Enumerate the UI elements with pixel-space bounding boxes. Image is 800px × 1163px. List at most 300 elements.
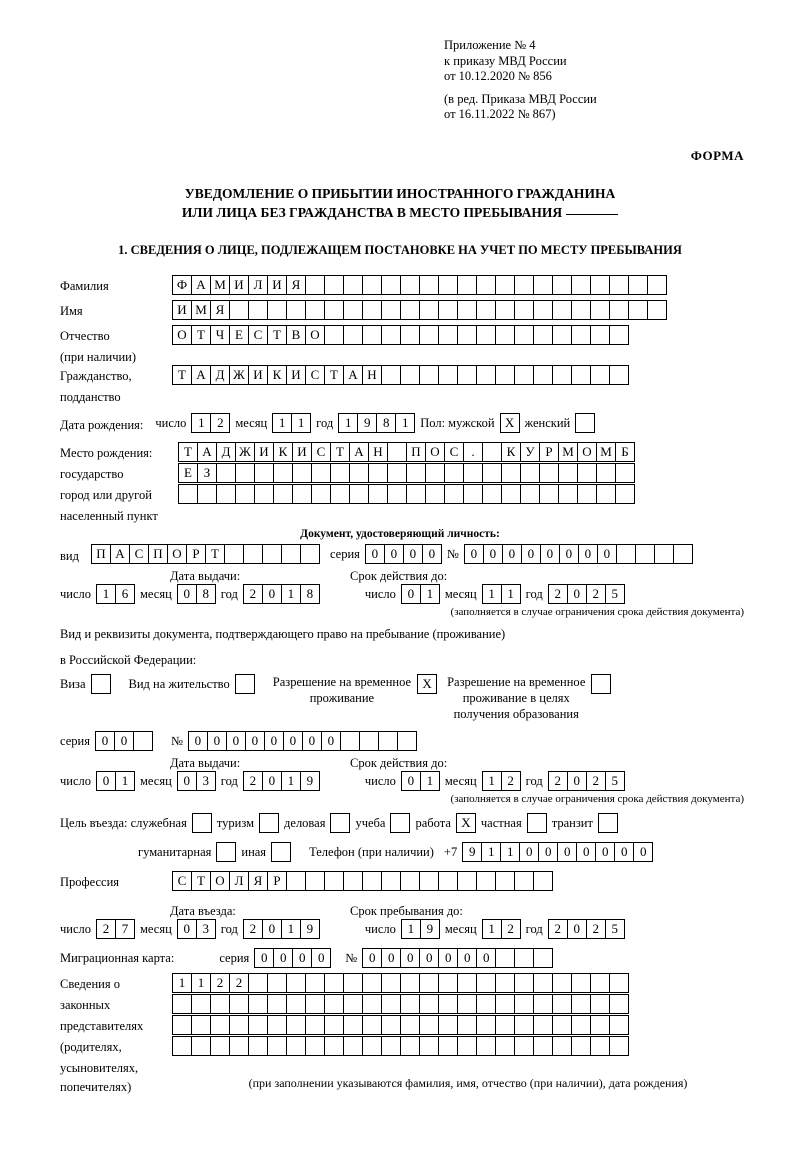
char-cell[interactable]	[533, 948, 553, 968]
char-cell[interactable]	[343, 275, 363, 295]
char-cell[interactable]	[267, 1036, 287, 1056]
char-cell[interactable]: 0	[95, 731, 115, 751]
char-cell[interactable]	[476, 1036, 496, 1056]
char-cell[interactable]	[514, 871, 534, 891]
char-cell[interactable]: 0	[476, 948, 496, 968]
char-cell[interactable]: 0	[114, 731, 134, 751]
char-cell[interactable]	[286, 1015, 306, 1035]
char-cell[interactable]: 0	[226, 731, 246, 751]
char-cell[interactable]	[609, 300, 629, 320]
char-cell[interactable]: П	[148, 544, 168, 564]
char-cell[interactable]: 1	[191, 973, 211, 993]
char-cell[interactable]	[495, 365, 515, 385]
char-cell[interactable]	[330, 484, 350, 504]
char-cell[interactable]	[539, 463, 559, 483]
char-cell[interactable]	[362, 275, 382, 295]
birthplace-line-3[interactable]	[178, 484, 635, 504]
char-cell[interactable]: З	[197, 463, 217, 483]
entry-year-input[interactable]	[243, 919, 320, 939]
char-cell[interactable]: 2	[548, 919, 568, 939]
char-cell[interactable]: Л	[229, 871, 249, 891]
char-cell[interactable]: К	[267, 365, 287, 385]
valid-month-input[interactable]	[482, 584, 521, 604]
char-cell[interactable]	[463, 484, 483, 504]
char-cell[interactable]: 0	[262, 919, 282, 939]
purpose-study-checkbox[interactable]	[390, 813, 410, 833]
char-cell[interactable]	[514, 325, 534, 345]
char-cell[interactable]: 0	[597, 544, 617, 564]
char-cell[interactable]: 1	[481, 842, 501, 862]
char-cell[interactable]	[609, 1015, 629, 1035]
char-cell[interactable]: 9	[300, 771, 320, 791]
char-cell[interactable]: 0	[567, 584, 587, 604]
char-cell[interactable]: А	[197, 442, 217, 462]
char-cell[interactable]: 0	[96, 771, 116, 791]
char-cell[interactable]	[216, 484, 236, 504]
char-cell[interactable]	[520, 484, 540, 504]
char-cell[interactable]: 0	[567, 771, 587, 791]
char-cell[interactable]	[216, 463, 236, 483]
char-cell[interactable]	[514, 300, 534, 320]
char-cell[interactable]	[590, 1015, 610, 1035]
stay-issue-year-input[interactable]	[243, 771, 320, 791]
char-cell[interactable]	[495, 994, 515, 1014]
char-cell[interactable]: 0	[419, 948, 439, 968]
char-cell[interactable]	[444, 463, 464, 483]
char-cell[interactable]: 3	[196, 919, 216, 939]
char-cell[interactable]: 0	[578, 544, 598, 564]
char-cell[interactable]	[311, 463, 331, 483]
char-cell[interactable]	[495, 871, 515, 891]
char-cell[interactable]	[273, 484, 293, 504]
char-cell[interactable]	[305, 871, 325, 891]
char-cell[interactable]	[305, 1036, 325, 1056]
char-cell[interactable]	[590, 994, 610, 1014]
stay-until-month-input[interactable]	[482, 919, 521, 939]
char-cell[interactable]	[349, 463, 369, 483]
char-cell[interactable]	[616, 544, 636, 564]
char-cell[interactable]: 2	[210, 413, 230, 433]
char-cell[interactable]	[533, 994, 553, 1014]
char-cell[interactable]: 2	[243, 584, 263, 604]
char-cell[interactable]: 2	[586, 919, 606, 939]
char-cell[interactable]	[349, 484, 369, 504]
char-cell[interactable]: И	[286, 365, 306, 385]
char-cell[interactable]	[495, 1036, 515, 1056]
purpose-tourism-checkbox[interactable]	[259, 813, 279, 833]
char-cell[interactable]: Ж	[235, 442, 255, 462]
char-cell[interactable]: В	[286, 325, 306, 345]
legal-reps-row-2[interactable]	[172, 994, 629, 1014]
char-cell[interactable]	[172, 994, 192, 1014]
sex-male-checkbox[interactable]: X	[500, 413, 520, 433]
char-cell[interactable]: С	[129, 544, 149, 564]
char-cell[interactable]: 8	[300, 584, 320, 604]
char-cell[interactable]: Р	[539, 442, 559, 462]
char-cell[interactable]	[495, 948, 515, 968]
char-cell[interactable]: .	[463, 442, 483, 462]
char-cell[interactable]: М	[558, 442, 578, 462]
char-cell[interactable]: И	[292, 442, 312, 462]
purpose-other-checkbox[interactable]	[271, 842, 291, 862]
char-cell[interactable]	[647, 275, 667, 295]
char-cell[interactable]	[267, 994, 287, 1014]
char-cell[interactable]	[229, 300, 249, 320]
char-cell[interactable]: Я	[248, 871, 268, 891]
char-cell[interactable]	[552, 994, 572, 1014]
char-cell[interactable]	[400, 973, 420, 993]
char-cell[interactable]: Т	[191, 871, 211, 891]
char-cell[interactable]	[457, 871, 477, 891]
char-cell[interactable]	[286, 1036, 306, 1056]
char-cell[interactable]	[397, 731, 417, 751]
char-cell[interactable]	[324, 1015, 344, 1035]
char-cell[interactable]: 5	[605, 919, 625, 939]
char-cell[interactable]: О	[172, 325, 192, 345]
char-cell[interactable]	[311, 484, 331, 504]
char-cell[interactable]	[254, 463, 274, 483]
char-cell[interactable]	[419, 365, 439, 385]
char-cell[interactable]	[292, 484, 312, 504]
char-cell[interactable]: 0	[177, 919, 197, 939]
char-cell[interactable]: 1	[401, 919, 421, 939]
char-cell[interactable]: А	[110, 544, 130, 564]
char-cell[interactable]: 2	[243, 919, 263, 939]
purpose-transit-checkbox[interactable]	[598, 813, 618, 833]
char-cell[interactable]	[172, 1015, 192, 1035]
phone-input[interactable]	[462, 842, 653, 862]
char-cell[interactable]	[558, 463, 578, 483]
purpose-private-checkbox[interactable]	[527, 813, 547, 833]
char-cell[interactable]	[495, 325, 515, 345]
char-cell[interactable]: 1	[191, 413, 211, 433]
char-cell[interactable]: 1	[482, 919, 502, 939]
purpose-business-checkbox[interactable]	[330, 813, 350, 833]
issue-month-input[interactable]	[177, 584, 216, 604]
char-cell[interactable]: Т	[172, 365, 192, 385]
char-cell[interactable]: Т	[178, 442, 198, 462]
char-cell[interactable]	[628, 275, 648, 295]
residence-permit-checkbox[interactable]	[235, 674, 255, 694]
char-cell[interactable]: 0	[457, 948, 477, 968]
char-cell[interactable]: А	[191, 275, 211, 295]
char-cell[interactable]: 0	[502, 544, 522, 564]
char-cell[interactable]	[343, 325, 363, 345]
char-cell[interactable]: 0	[302, 731, 322, 751]
stay-issue-month-input[interactable]	[177, 771, 216, 791]
char-cell[interactable]	[533, 300, 553, 320]
char-cell[interactable]	[571, 365, 591, 385]
char-cell[interactable]: О	[210, 871, 230, 891]
char-cell[interactable]: 0	[262, 771, 282, 791]
char-cell[interactable]: 1	[272, 413, 292, 433]
char-cell[interactable]: М	[191, 300, 211, 320]
char-cell[interactable]: Р	[267, 871, 287, 891]
char-cell[interactable]	[419, 275, 439, 295]
char-cell[interactable]: 2	[548, 584, 568, 604]
char-cell[interactable]: Т	[330, 442, 350, 462]
char-cell[interactable]	[438, 300, 458, 320]
char-cell[interactable]	[482, 484, 502, 504]
char-cell[interactable]	[425, 484, 445, 504]
legal-reps-row-1[interactable]	[172, 973, 629, 993]
char-cell[interactable]: Р	[186, 544, 206, 564]
char-cell[interactable]: 0	[400, 948, 420, 968]
char-cell[interactable]: О	[425, 442, 445, 462]
char-cell[interactable]: 0	[559, 544, 579, 564]
issue-year-input[interactable]	[243, 584, 320, 604]
char-cell[interactable]	[476, 973, 496, 993]
char-cell[interactable]	[438, 275, 458, 295]
char-cell[interactable]	[457, 1015, 477, 1035]
char-cell[interactable]	[571, 973, 591, 993]
char-cell[interactable]	[172, 1036, 192, 1056]
char-cell[interactable]	[476, 994, 496, 1014]
char-cell[interactable]: 0	[245, 731, 265, 751]
birthplace-line-2[interactable]	[178, 463, 635, 483]
birth-year-input[interactable]	[338, 413, 415, 433]
char-cell[interactable]	[419, 994, 439, 1014]
char-cell[interactable]	[324, 994, 344, 1014]
char-cell[interactable]	[191, 994, 211, 1014]
char-cell[interactable]	[552, 1015, 572, 1035]
citizenship-input[interactable]	[172, 365, 629, 385]
char-cell[interactable]: И	[229, 275, 249, 295]
char-cell[interactable]	[533, 1015, 553, 1035]
char-cell[interactable]: И	[254, 442, 274, 462]
char-cell[interactable]: 0	[519, 842, 539, 862]
char-cell[interactable]	[324, 275, 344, 295]
char-cell[interactable]	[438, 994, 458, 1014]
char-cell[interactable]	[229, 1015, 249, 1035]
stay-number-input[interactable]	[188, 731, 417, 751]
char-cell[interactable]	[378, 731, 398, 751]
char-cell[interactable]	[457, 973, 477, 993]
char-cell[interactable]: 1	[338, 413, 358, 433]
char-cell[interactable]: 0	[188, 731, 208, 751]
char-cell[interactable]: 0	[177, 771, 197, 791]
char-cell[interactable]: Б	[615, 442, 635, 462]
char-cell[interactable]: 5	[605, 584, 625, 604]
char-cell[interactable]: 2	[210, 973, 230, 993]
char-cell[interactable]	[457, 325, 477, 345]
char-cell[interactable]: 0	[595, 842, 615, 862]
char-cell[interactable]	[267, 973, 287, 993]
char-cell[interactable]	[457, 1036, 477, 1056]
char-cell[interactable]: С	[172, 871, 192, 891]
char-cell[interactable]: С	[305, 365, 325, 385]
char-cell[interactable]	[362, 300, 382, 320]
char-cell[interactable]	[406, 484, 426, 504]
char-cell[interactable]	[577, 463, 597, 483]
char-cell[interactable]	[596, 463, 616, 483]
migration-series-input[interactable]	[254, 948, 331, 968]
char-cell[interactable]	[476, 1015, 496, 1035]
char-cell[interactable]: 8	[376, 413, 396, 433]
char-cell[interactable]	[368, 463, 388, 483]
char-cell[interactable]: 0	[614, 842, 634, 862]
char-cell[interactable]	[343, 1015, 363, 1035]
char-cell[interactable]: А	[343, 365, 363, 385]
issue-day-input[interactable]	[96, 584, 135, 604]
char-cell[interactable]: 9	[300, 919, 320, 939]
char-cell[interactable]: Т	[205, 544, 225, 564]
char-cell[interactable]: О	[305, 325, 325, 345]
char-cell[interactable]	[609, 973, 629, 993]
char-cell[interactable]	[609, 275, 629, 295]
purpose-humanitarian-checkbox[interactable]	[216, 842, 236, 862]
char-cell[interactable]: 0	[384, 544, 404, 564]
char-cell[interactable]: Е	[178, 463, 198, 483]
char-cell[interactable]: 0	[311, 948, 331, 968]
char-cell[interactable]: 0	[262, 584, 282, 604]
patronymic-input[interactable]	[172, 325, 629, 345]
char-cell[interactable]	[248, 300, 268, 320]
char-cell[interactable]	[305, 1015, 325, 1035]
char-cell[interactable]: 1	[500, 842, 520, 862]
char-cell[interactable]	[343, 871, 363, 891]
char-cell[interactable]	[381, 973, 401, 993]
char-cell[interactable]	[609, 325, 629, 345]
char-cell[interactable]	[590, 300, 610, 320]
char-cell[interactable]: М	[596, 442, 616, 462]
stay-until-year-input[interactable]	[548, 919, 625, 939]
purpose-work-checkbox[interactable]: X	[456, 813, 476, 833]
char-cell[interactable]	[571, 1036, 591, 1056]
char-cell[interactable]: 9	[420, 919, 440, 939]
char-cell[interactable]	[381, 300, 401, 320]
char-cell[interactable]	[387, 463, 407, 483]
char-cell[interactable]	[324, 300, 344, 320]
char-cell[interactable]	[419, 300, 439, 320]
char-cell[interactable]	[539, 484, 559, 504]
char-cell[interactable]	[210, 994, 230, 1014]
char-cell[interactable]	[501, 463, 521, 483]
char-cell[interactable]	[229, 994, 249, 1014]
char-cell[interactable]	[368, 484, 388, 504]
char-cell[interactable]: 1	[96, 584, 116, 604]
legal-reps-row-3[interactable]	[172, 1015, 629, 1035]
char-cell[interactable]	[533, 871, 553, 891]
char-cell[interactable]: 0	[273, 948, 293, 968]
char-cell[interactable]: И	[248, 365, 268, 385]
char-cell[interactable]	[463, 463, 483, 483]
char-cell[interactable]: 0	[483, 544, 503, 564]
char-cell[interactable]	[300, 544, 320, 564]
char-cell[interactable]	[324, 325, 344, 345]
char-cell[interactable]: 2	[501, 919, 521, 939]
char-cell[interactable]: 6	[115, 584, 135, 604]
char-cell[interactable]: С	[311, 442, 331, 462]
char-cell[interactable]: Д	[216, 442, 236, 462]
char-cell[interactable]: 2	[586, 584, 606, 604]
char-cell[interactable]	[495, 973, 515, 993]
char-cell[interactable]	[362, 871, 382, 891]
stay-issue-day-input[interactable]	[96, 771, 135, 791]
char-cell[interactable]	[552, 365, 572, 385]
char-cell[interactable]: Т	[191, 325, 211, 345]
char-cell[interactable]	[476, 300, 496, 320]
char-cell[interactable]	[514, 1036, 534, 1056]
char-cell[interactable]: О	[167, 544, 187, 564]
char-cell[interactable]	[476, 365, 496, 385]
char-cell[interactable]: 1	[281, 771, 301, 791]
char-cell[interactable]	[210, 1015, 230, 1035]
char-cell[interactable]: 5	[605, 771, 625, 791]
char-cell[interactable]: П	[91, 544, 111, 564]
char-cell[interactable]: 0	[401, 584, 421, 604]
char-cell[interactable]	[457, 275, 477, 295]
char-cell[interactable]: Ч	[210, 325, 230, 345]
char-cell[interactable]	[438, 973, 458, 993]
char-cell[interactable]	[438, 1015, 458, 1035]
char-cell[interactable]	[191, 1036, 211, 1056]
stay-series-input[interactable]	[95, 731, 153, 751]
char-cell[interactable]: Л	[248, 275, 268, 295]
char-cell[interactable]: 0	[283, 731, 303, 751]
char-cell[interactable]: 9	[462, 842, 482, 862]
char-cell[interactable]: Ж	[229, 365, 249, 385]
char-cell[interactable]	[514, 948, 534, 968]
identity-series-input[interactable]	[365, 544, 442, 564]
char-cell[interactable]: Д	[210, 365, 230, 385]
char-cell[interactable]	[552, 325, 572, 345]
char-cell[interactable]	[381, 871, 401, 891]
char-cell[interactable]	[590, 365, 610, 385]
char-cell[interactable]	[381, 1036, 401, 1056]
char-cell[interactable]	[596, 484, 616, 504]
char-cell[interactable]	[482, 463, 502, 483]
char-cell[interactable]	[248, 1015, 268, 1035]
char-cell[interactable]	[419, 871, 439, 891]
char-cell[interactable]	[438, 1036, 458, 1056]
char-cell[interactable]: 0	[207, 731, 227, 751]
char-cell[interactable]: 0	[438, 948, 458, 968]
char-cell[interactable]: 2	[501, 771, 521, 791]
identity-kind-input[interactable]	[91, 544, 320, 564]
char-cell[interactable]: Я	[210, 300, 230, 320]
char-cell[interactable]	[286, 973, 306, 993]
char-cell[interactable]	[533, 1036, 553, 1056]
char-cell[interactable]	[229, 1036, 249, 1056]
char-cell[interactable]	[267, 300, 287, 320]
char-cell[interactable]	[400, 871, 420, 891]
char-cell[interactable]: 2	[586, 771, 606, 791]
stay-valid-month-input[interactable]	[482, 771, 521, 791]
char-cell[interactable]	[400, 1036, 420, 1056]
char-cell[interactable]	[359, 731, 379, 751]
char-cell[interactable]	[444, 484, 464, 504]
stay-until-day-input[interactable]	[401, 919, 440, 939]
char-cell[interactable]: 0	[403, 544, 423, 564]
char-cell[interactable]: 0	[381, 948, 401, 968]
char-cell[interactable]	[552, 275, 572, 295]
char-cell[interactable]	[514, 973, 534, 993]
char-cell[interactable]	[438, 871, 458, 891]
char-cell[interactable]	[248, 1036, 268, 1056]
char-cell[interactable]: А	[349, 442, 369, 462]
char-cell[interactable]: 1	[281, 584, 301, 604]
legal-reps-row-4[interactable]	[172, 1036, 629, 1056]
char-cell[interactable]	[262, 544, 282, 564]
char-cell[interactable]: 1	[281, 919, 301, 939]
char-cell[interactable]	[628, 300, 648, 320]
char-cell[interactable]	[457, 300, 477, 320]
char-cell[interactable]	[571, 300, 591, 320]
char-cell[interactable]	[552, 1036, 572, 1056]
char-cell[interactable]	[305, 275, 325, 295]
char-cell[interactable]	[533, 325, 553, 345]
